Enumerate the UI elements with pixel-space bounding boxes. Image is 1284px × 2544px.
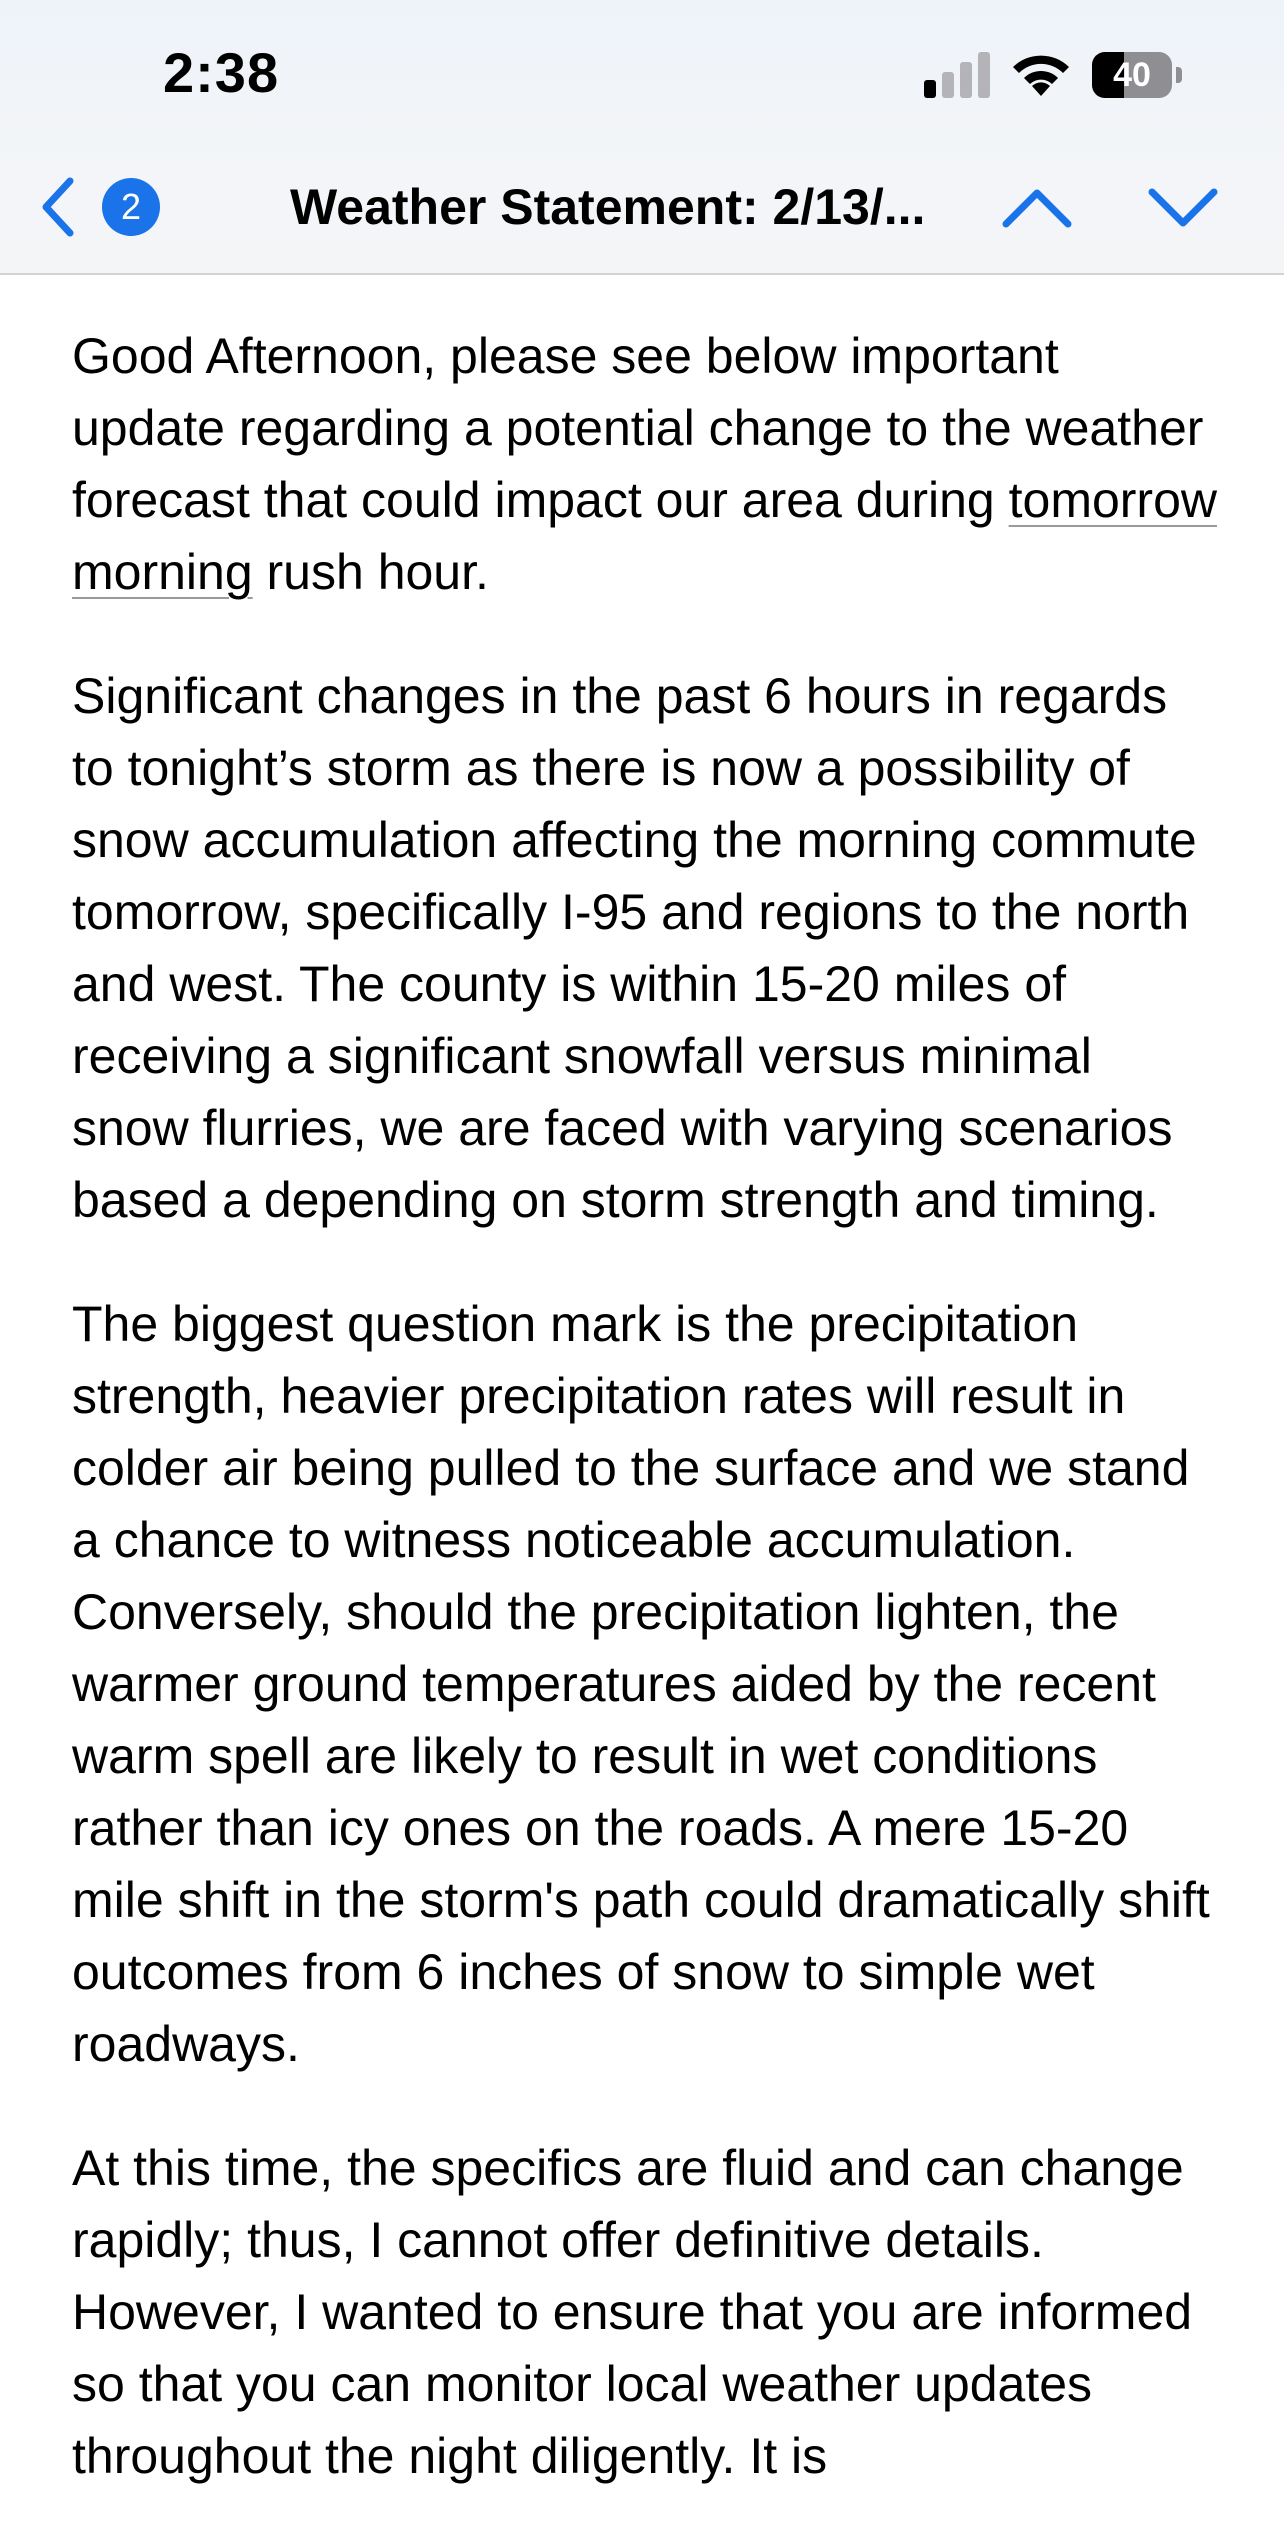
battery-percent: 40 [1113, 56, 1151, 94]
navigation-bar [0, 150, 1284, 273]
status-bar [0, 0, 1284, 150]
message-subject-title: Weather Statement: 2/13/... [290, 179, 926, 235]
back-button[interactable] [30, 172, 170, 242]
status-time: 2:38 [163, 41, 280, 104]
email-paragraph: Significant changes in the past 6 hours in regards to tonight’s storm as there is now a possibility of snow accumulation affecting the morning commute tomorrow, specifically I-95 and regions to the north and west. The county is within 15-20 miles of receiving a significant snowfall versus minimal snow flurries, we are faced with varying scenarios based a depending on storm strength and timing. [72, 668, 1197, 1228]
email-body [72, 320, 1222, 2544]
next-message-button[interactable] [1146, 178, 1220, 238]
chevron-left-icon [38, 176, 78, 238]
email-paragraph [72, 320, 1222, 608]
unread-count-badge: 2 [102, 178, 160, 236]
header-area [0, 0, 1284, 275]
previous-message-button[interactable] [1000, 178, 1074, 238]
battery-icon [1092, 52, 1184, 98]
email-text: rush hour. [252, 544, 489, 600]
date-detected-link[interactable]: tomorrow morning [72, 472, 1217, 600]
email-paragraph: At this time, the specifics are fluid and can change rapidly; thus, I cannot offer definitive details. However, I wanted to ensure that you are informed so that you can monitor local weather updates throughout the night diligently. It is [72, 2140, 1193, 2484]
email-text: Good Afternoon, please see below important update regarding a potential change to the weather forecast that could impact our area during [72, 328, 1204, 528]
cellular-signal-icon [924, 50, 990, 98]
wifi-icon [1008, 50, 1074, 98]
email-paragraph: The biggest question mark is the precipitation strength, heavier precipitation rates will result in colder air being pulled to the surface and we stand a chance to witness noticeable accumulation. Conversely, should the precipitation lighten, the warmer ground temperatures aided by the recent warm spell are likely to result in wet conditions rather than icy ones on the roads. A mere 15-20 mile shift in the storm's path could dramatically shift outcomes from 6 inches of snow to simple wet roadways. [72, 1296, 1210, 2072]
chevron-up-icon [1000, 178, 1074, 238]
chevron-down-icon [1146, 178, 1220, 238]
